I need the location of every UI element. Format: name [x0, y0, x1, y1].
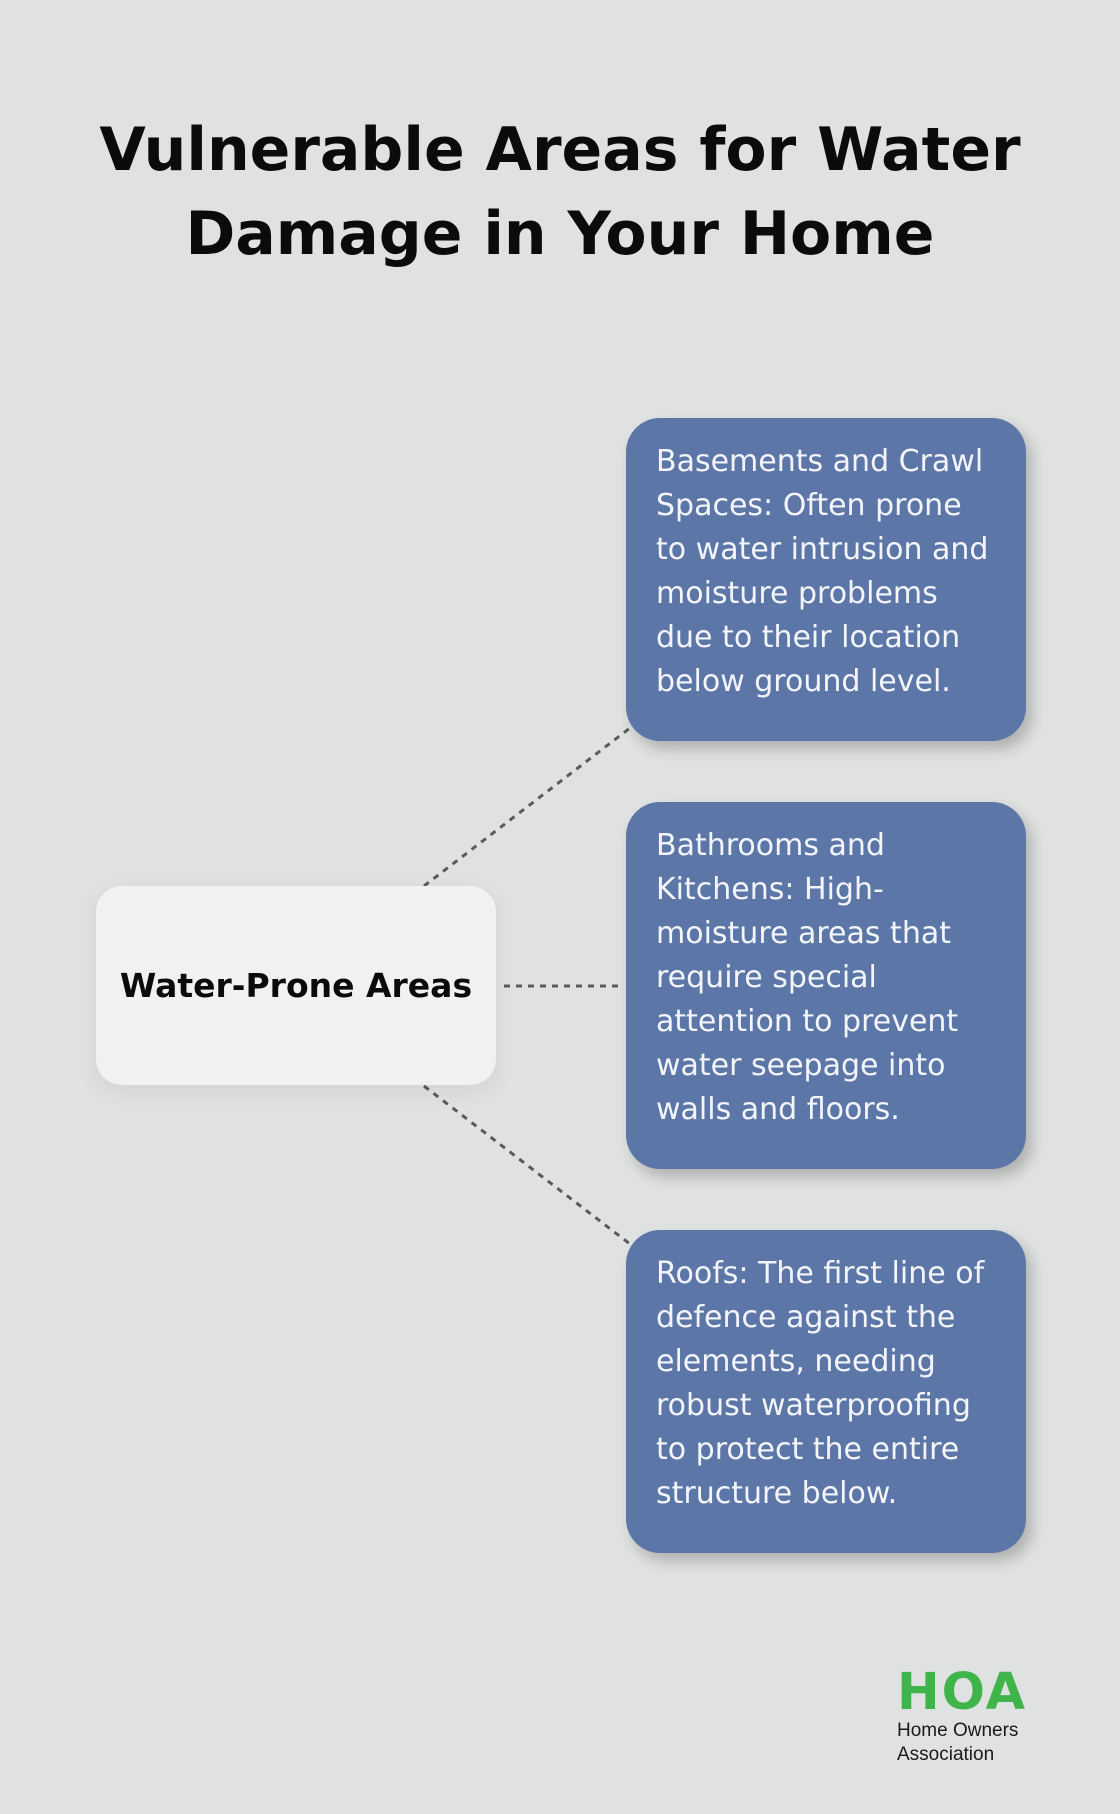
logo-mark: HOA	[897, 1663, 1028, 1722]
hoa-logo	[897, 1663, 1067, 1766]
connector-to-basements	[424, 728, 630, 886]
logo-line-1: Home Owners	[897, 1720, 1019, 1741]
card-text: Bathrooms and Kitchens: High-moisture areas that require special attention to prevent water seepage into walls and floors.	[656, 828, 959, 1127]
logo-line-2: Association	[897, 1744, 995, 1765]
center-node	[96, 886, 496, 1085]
center-label: Water-Prone Areas	[119, 966, 473, 1005]
card-roofs	[626, 1230, 1026, 1553]
connector-to-roofs	[424, 1086, 630, 1244]
card-bathrooms-kitchens	[626, 802, 1026, 1169]
card-text: Roofs: The first line of defence against the elements, needing robust waterproofing to protect the entire structure below.	[656, 1256, 985, 1511]
card-basements	[626, 418, 1026, 741]
card-text: Basements and Crawl Spaces: Often prone to water intrusion and moisture problems due to their location below ground level.	[656, 444, 989, 699]
page-title: Vulnerable Areas for Water Damage in Your Home	[99, 115, 1021, 269]
